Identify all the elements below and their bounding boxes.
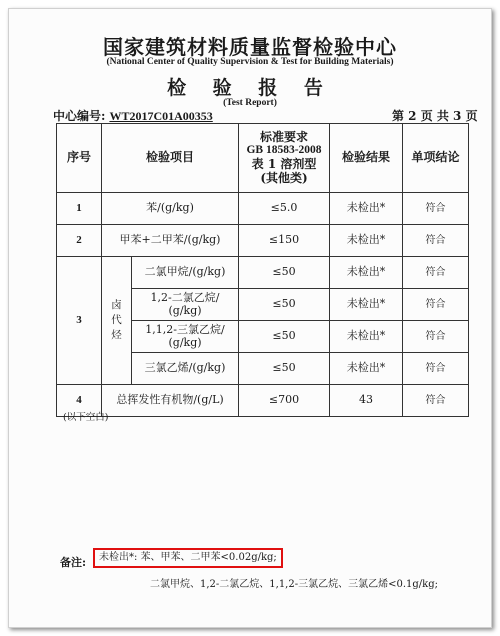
row-item-l1: 1,1,2-三氯乙烷/ xyxy=(145,322,225,336)
header-no: 序号 xyxy=(57,124,102,193)
header-standard xyxy=(239,124,330,193)
header-result: 检验结果 xyxy=(330,124,403,193)
group-label xyxy=(102,298,131,344)
row-conclusion: 符合 xyxy=(403,321,469,353)
row-item: 总挥发性有机物/(g/L) xyxy=(102,385,239,417)
blank-below-note: (以下空白) xyxy=(63,412,109,423)
row-standard: ≤5.0 xyxy=(239,193,330,225)
report-title-en: (Test Report) xyxy=(223,98,277,108)
row-standard: ≤150 xyxy=(239,225,330,257)
row-conclusion: 符合 xyxy=(403,385,469,417)
row-standard: ≤50 xyxy=(239,321,330,353)
row-item-l1: 1,2-二氯乙烷/ xyxy=(150,290,220,304)
header-conclusion: 单项结论 xyxy=(403,124,469,193)
table-row xyxy=(57,193,469,225)
row-result: 未检出* xyxy=(330,353,403,385)
table-row xyxy=(57,385,469,417)
table-row xyxy=(57,257,469,289)
row-item: 二氯甲烷/(g/kg) xyxy=(132,257,239,289)
header-standard-l3: 表 1 溶剂型 xyxy=(251,156,317,171)
row-no: 3 xyxy=(57,257,102,385)
row-conclusion: 符合 xyxy=(403,353,469,385)
row-result: 未检出* xyxy=(330,321,403,353)
notes-label: 备注: xyxy=(60,556,87,569)
row-item-l2: (g/kg) xyxy=(168,303,202,317)
row-result: 未检出* xyxy=(330,225,403,257)
row-standard: ≤50 xyxy=(239,257,330,289)
group-label-cell xyxy=(102,257,132,385)
row-result: 未检出* xyxy=(330,289,403,321)
group-label-char: 卤 xyxy=(111,298,122,311)
group-label-char: 烃 xyxy=(111,329,122,342)
header-item: 检验项目 xyxy=(102,124,239,193)
header-standard-l4: (其他类) xyxy=(260,170,308,185)
row-standard: ≤50 xyxy=(239,353,330,385)
row-conclusion: 符合 xyxy=(403,225,469,257)
row-result: 43 xyxy=(330,385,403,417)
row-result: 未检出* xyxy=(330,193,403,225)
row-item xyxy=(132,321,239,353)
header-standard-l1: 标准要求 xyxy=(260,129,309,144)
report-title-cn: 检 验 报 告 xyxy=(167,77,333,99)
row-conclusion: 符合 xyxy=(403,257,469,289)
row-no: 4 xyxy=(57,385,102,417)
organization-name-cn: 国家建筑材料质量监督检验中心 xyxy=(103,35,397,59)
row-conclusion: 符合 xyxy=(403,193,469,225)
row-item-l2: (g/kg) xyxy=(168,335,202,349)
row-standard: ≤700 xyxy=(239,385,330,417)
center-code-value: WT2017C01A00353 xyxy=(109,109,213,123)
row-item: 三氯乙烯/(g/kg) xyxy=(132,353,239,385)
row-item xyxy=(132,289,239,321)
page-info: 第 2 页 共 3 页 xyxy=(392,109,478,123)
highlighted-note: 未检出*: 苯、甲苯、二甲苯<0.02g/kg; xyxy=(93,548,283,568)
row-no: 1 xyxy=(57,193,102,225)
row-item: 苯/(g/kg) xyxy=(102,193,239,225)
row-no: 2 xyxy=(57,225,102,257)
center-code-label: 中心编号: xyxy=(53,109,106,123)
row-item: 甲苯+二甲苯/(g/kg) xyxy=(102,225,239,257)
note-line-2: 二氯甲烷、1,2-二氯乙烷、1,1,2-三氯乙烷、三氯乙烯<0.1g/kg; xyxy=(150,579,438,590)
header-standard-l2: GB 18583-2008 xyxy=(246,144,322,157)
table-header-row xyxy=(57,124,469,193)
row-result: 未检出* xyxy=(330,257,403,289)
test-results-table xyxy=(56,123,469,417)
row-standard: ≤50 xyxy=(239,289,330,321)
group-label-char: 代 xyxy=(111,313,122,326)
organization-name-en: (National Center of Quality Supervision & Test for Building Materials) xyxy=(106,57,394,67)
table-row xyxy=(57,225,469,257)
row-conclusion: 符合 xyxy=(403,289,469,321)
center-code xyxy=(53,107,213,124)
